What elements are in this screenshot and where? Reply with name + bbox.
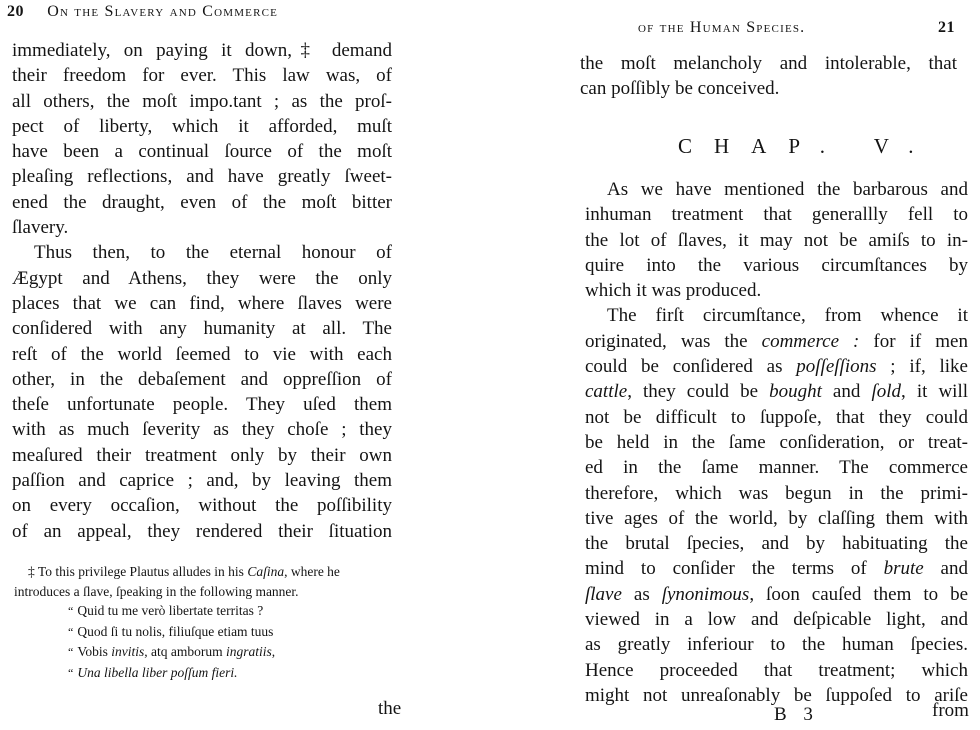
verse-text: , xyxy=(271,644,276,659)
text-run: the brutal ſpecies, and by habituating the xyxy=(585,533,968,555)
page-gutter xyxy=(400,0,570,730)
verse-line xyxy=(14,601,386,622)
footnote-text-after: , where he xyxy=(284,564,340,579)
text-run: ; if, like xyxy=(876,356,968,378)
text-line xyxy=(585,329,968,354)
text-line xyxy=(585,455,968,480)
text-line: immediately, on paying it down,‡ demand xyxy=(12,40,392,61)
text-line: theſe unfortunate people. They uſed them xyxy=(12,394,392,416)
right-page-body xyxy=(585,177,968,708)
footnote-verses xyxy=(14,601,386,683)
footnote-marker: ‡ xyxy=(28,564,35,579)
verse-quote-mark: “ xyxy=(68,665,74,680)
text-line: pect of liberty, which it afforded, muſt xyxy=(12,115,392,137)
text-line: have been a continual ſource of the moſt xyxy=(12,141,392,163)
right-catchword: from xyxy=(932,700,969,721)
text-run: could be conſidered as xyxy=(585,356,797,378)
text-line: can poſſibly be conceived. xyxy=(580,78,780,100)
footnote-italic-title: Caſina xyxy=(247,564,285,579)
text-run: and xyxy=(821,381,872,403)
verse-italic-text: ingratiis xyxy=(225,644,272,659)
text-run: mind to conſider the terms of xyxy=(585,558,884,580)
text-line: their freedom for ever. This law was, of xyxy=(12,65,392,87)
text-line: reſt of the world ſeemed to vie with each xyxy=(12,343,392,365)
text-line: all others, the moſt impo.tant ; as the proſ- xyxy=(12,90,392,112)
text-run: originated, was the xyxy=(585,330,762,352)
text-run: viewed in a low and deſpicable light, and xyxy=(585,609,968,631)
footnote xyxy=(14,562,386,683)
text-line: Thus then, to the eternal honour of xyxy=(34,242,392,264)
left-running-title: On the Slavery and Commerce xyxy=(47,3,279,20)
right-running-head xyxy=(638,19,955,37)
text-line: which it was produced. xyxy=(585,280,762,302)
left-page-number: 20 xyxy=(7,3,24,20)
verse-quote-mark: “ xyxy=(68,624,74,639)
text-line: As we have mentioned the barbarous and xyxy=(607,179,968,200)
text-line: meaſured their treatment only by their own xyxy=(12,444,392,466)
verse-italic-text: Una libella liber poſſum fieri. xyxy=(77,664,238,680)
verse-text: Quid tu me verò libertate territas ? xyxy=(77,603,264,618)
text-line xyxy=(585,303,968,328)
text-line xyxy=(585,430,968,455)
text-line xyxy=(585,531,968,556)
italic-text: ſynonimous xyxy=(661,583,750,605)
left-page-body xyxy=(12,38,392,544)
text-line xyxy=(585,607,968,632)
text-line: the moſt melancholy and intolerable, that xyxy=(580,53,957,74)
italic-text: ſlave xyxy=(585,583,622,605)
italic-text: cattle xyxy=(585,381,628,403)
right-running-title: of the Human Species. xyxy=(638,19,806,36)
text-run: not be difficult to ſuppoſe, that they could xyxy=(585,406,968,428)
text-run: , ſoon cauſed them to be xyxy=(749,583,969,605)
text-line xyxy=(585,582,968,607)
text-line: of an appeal, they rendered their ſituation xyxy=(12,520,392,542)
verse-line xyxy=(14,642,386,663)
text-line: with as much ſeverity as they choſe ; they xyxy=(12,419,392,441)
verse-quote-mark: “ xyxy=(68,645,74,659)
text-line: inhuman treatment that generallly fell to xyxy=(585,204,968,226)
verse-line xyxy=(14,622,386,643)
verse-line xyxy=(14,663,386,684)
text-line: Ægypt and Athens, they were the only xyxy=(12,267,392,289)
text-line xyxy=(585,481,968,506)
text-line: ſlavery. xyxy=(12,217,69,239)
italic-text: ſold xyxy=(871,381,901,403)
text-run: for if men xyxy=(859,330,968,352)
text-line: other, in the debaſement and oppreſſion of xyxy=(12,368,392,390)
text-run: might not unreaſonably be ſuppoſed to ariſe xyxy=(585,684,968,706)
text-run: tive ages of the world, by claſſing them with xyxy=(585,507,968,529)
footnote-line-2: introduces a ſlave, ſpeaking in the following manner. xyxy=(14,583,299,599)
text-run: ed in the ſame manner. The commerce xyxy=(585,457,968,479)
text-line xyxy=(585,632,968,657)
right-page-continuation xyxy=(580,51,957,102)
text-run: Hence proceeded that treatment; which xyxy=(585,659,968,681)
left-running-head xyxy=(7,3,278,21)
text-line xyxy=(585,354,968,379)
signature-mark: B 3 xyxy=(774,704,819,725)
text-run: , it will xyxy=(901,381,968,403)
text-line xyxy=(585,405,968,430)
left-catchword: the xyxy=(378,698,402,719)
right-page-number: 21 xyxy=(938,19,955,36)
verse-quote-mark: “ xyxy=(68,604,74,618)
text-run: The firſt circumſtance, from whence it xyxy=(607,305,968,327)
text-line xyxy=(585,506,968,531)
verse-italic-text: invitis xyxy=(111,644,145,659)
text-run: as xyxy=(621,583,662,605)
text-line: quire into the various circumſtances by xyxy=(585,254,968,276)
text-line: on every occaſion, without the poſſibility xyxy=(12,495,392,517)
italic-text: commerce : xyxy=(761,330,860,352)
text-line xyxy=(585,658,968,683)
footnote-text-before: To this privilege Plautus alludes in his xyxy=(37,564,248,579)
text-line: ened the draught, even of the moſt bitter xyxy=(12,191,392,213)
text-line xyxy=(585,379,968,404)
italic-text: poſſeſſions xyxy=(796,356,877,378)
text-run: be held in the ſame conſideration, or treat- xyxy=(585,431,968,453)
text-run: as greatly inferiour to the human ſpecies. xyxy=(585,634,968,656)
verse-text: , atq amborum xyxy=(144,644,226,659)
italic-text: bought xyxy=(769,381,822,403)
text-line xyxy=(585,556,968,581)
text-run: therefore, which was begun in the primi- xyxy=(585,482,968,504)
text-line: paſſion and caprice ; and, by leaving them xyxy=(12,470,392,492)
text-line: pleaſing reflections, and have greatly ſweet- xyxy=(12,166,392,188)
verse-text: Quod ſi tu nolis, filiuſque etiam tuus xyxy=(77,623,274,639)
italic-text: brute xyxy=(883,558,924,580)
text-run: , they could be xyxy=(627,381,770,403)
text-line: places that we can find, where ſlaves were xyxy=(12,292,392,314)
footnote-line-1 xyxy=(14,562,386,582)
text-line: conſidered with any humanity at all. The xyxy=(12,318,392,340)
chapter-heading: CHAP. V. xyxy=(678,134,936,158)
verse-text: Vobis xyxy=(77,644,112,659)
text-run: and xyxy=(923,558,968,580)
text-line: the lot of ſlaves, it may not be amiſs to in- xyxy=(585,229,968,251)
